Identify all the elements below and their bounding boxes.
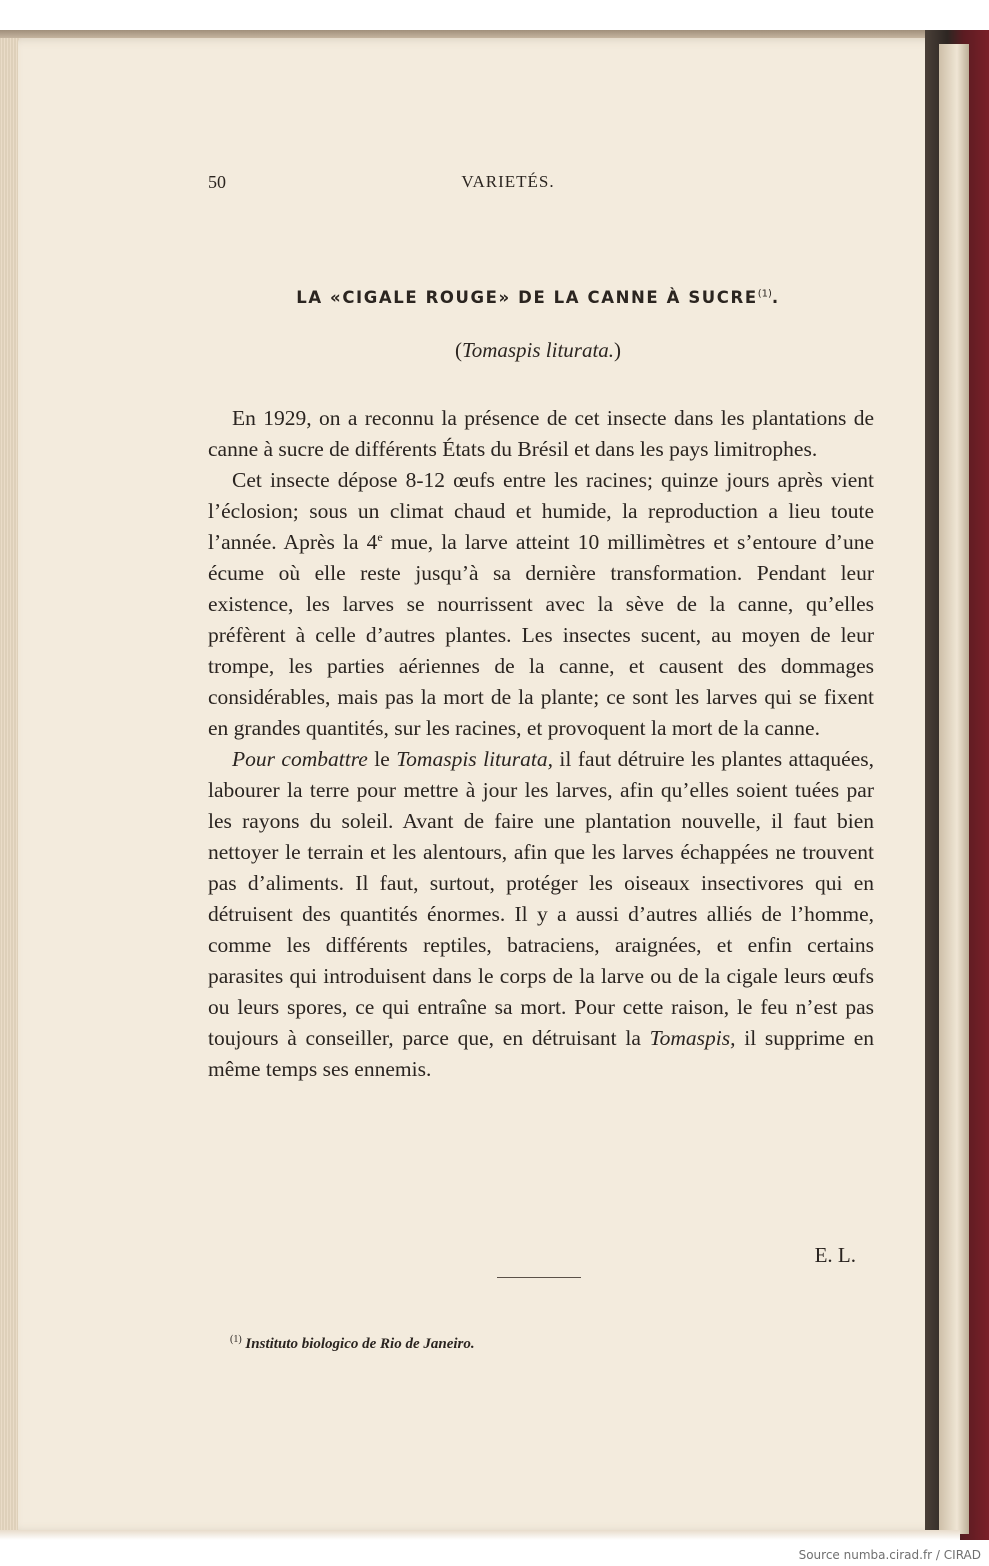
page-header xyxy=(208,172,868,196)
page-number: 50 xyxy=(208,172,226,192)
paragraph-3-part-b: il faut détruire les plantes attaquées, labourer la terre pour mettre à jour les larves, afin qu’elles soient tuées par les rayons du soleil. Avant de faire une plantation nouvelle, il faut bien nettoyer le terrain et les alentours, afin que les larves échappées ne trouvent pas d’aliments. Il faut, surtout, protéger les oiseaux insectivores qui en détruisent des quantités énormes. Il y a aussi d’autres alliés de l’homme, comme les différents reptiles, batraciens, araignées, et enfin certains parasites qui introduisent dans le corps de la larve ou de la cigale leurs œufs ou leurs spores, ce qui entraîne sa mort. Pour cette raison, le feu n’est pas toujours à conseiller, parce que, en détruisant la xyxy=(208,747,874,1050)
paragraph-3-italic-2: Tomaspis liturata, xyxy=(396,747,553,771)
paragraph-3-part-c: il supprime en même temps ses ennemis. xyxy=(208,1026,874,1081)
title-end: . xyxy=(771,288,780,307)
paragraph-2-part-b: mue, la larve atteint 10 millimètres et s’entoure d’une écume où elle reste jusqu’à sa dernière transformation. Pendant leur existence, les larves se nourrissent avec la sève de la canne, qu’elles préfèrent à celle d’autres plantes. Les insectes sucent, au moyen de leur trompe, les parties aériennes de la canne, et causent des dommages considérables, mais pas la mort de la plante; ce sont les larves qui se fixent en grandes quantités, sur les racines, et provoquent la mort de la canne. xyxy=(208,530,874,740)
paragraph-2 xyxy=(208,465,874,744)
paragraph-2-part-a: Cet insecte dépose 8-12 œufs entre les racines; quinze jours après vient l’éclosion; sous un climat chaud et humide, la reproduction a lieu toute l’année. Après la 4 xyxy=(208,468,874,554)
author-signature: E. L. xyxy=(814,1243,856,1267)
paragraph-3 xyxy=(208,744,874,1085)
title-footnote-mark: (1) xyxy=(757,288,772,300)
ordinal-superscript: e xyxy=(377,530,383,544)
next-page-edge xyxy=(939,44,969,1534)
running-head: VARIETÉS. xyxy=(461,172,555,191)
source-credit: Source numba.cirad.fr / CIRAD xyxy=(798,1548,981,1562)
page-bottom-shadow xyxy=(0,1530,960,1540)
section-divider xyxy=(497,1277,581,1278)
footnote-text: Instituto biologico de Rio de Janeiro. xyxy=(245,1336,475,1352)
footnote xyxy=(230,1334,850,1353)
footnote-mark: (1) xyxy=(230,1334,242,1345)
article-title xyxy=(208,288,868,307)
paragraph-3-part-a: le xyxy=(367,747,397,771)
paragraph-1: En 1929, on a reconnu la présence de cet insecte dans les plantations de canne à sucre de différents États du Brésil et dans les pays limitrophes. xyxy=(208,406,874,461)
paragraph-3-italic-1: Pour combattre xyxy=(232,747,368,771)
article-body xyxy=(208,403,874,1085)
subtitle-close-paren: ) xyxy=(614,338,622,362)
title-text: LA «CIGALE ROUGE» DE LA CANNE À SUCRE xyxy=(296,288,758,307)
article-subtitle xyxy=(208,338,868,363)
paragraph-3-italic-3: Tomaspis, xyxy=(649,1026,736,1050)
subtitle-species: Tomaspis liturata. xyxy=(461,338,615,362)
subtitle-open-paren: ( xyxy=(454,338,462,362)
